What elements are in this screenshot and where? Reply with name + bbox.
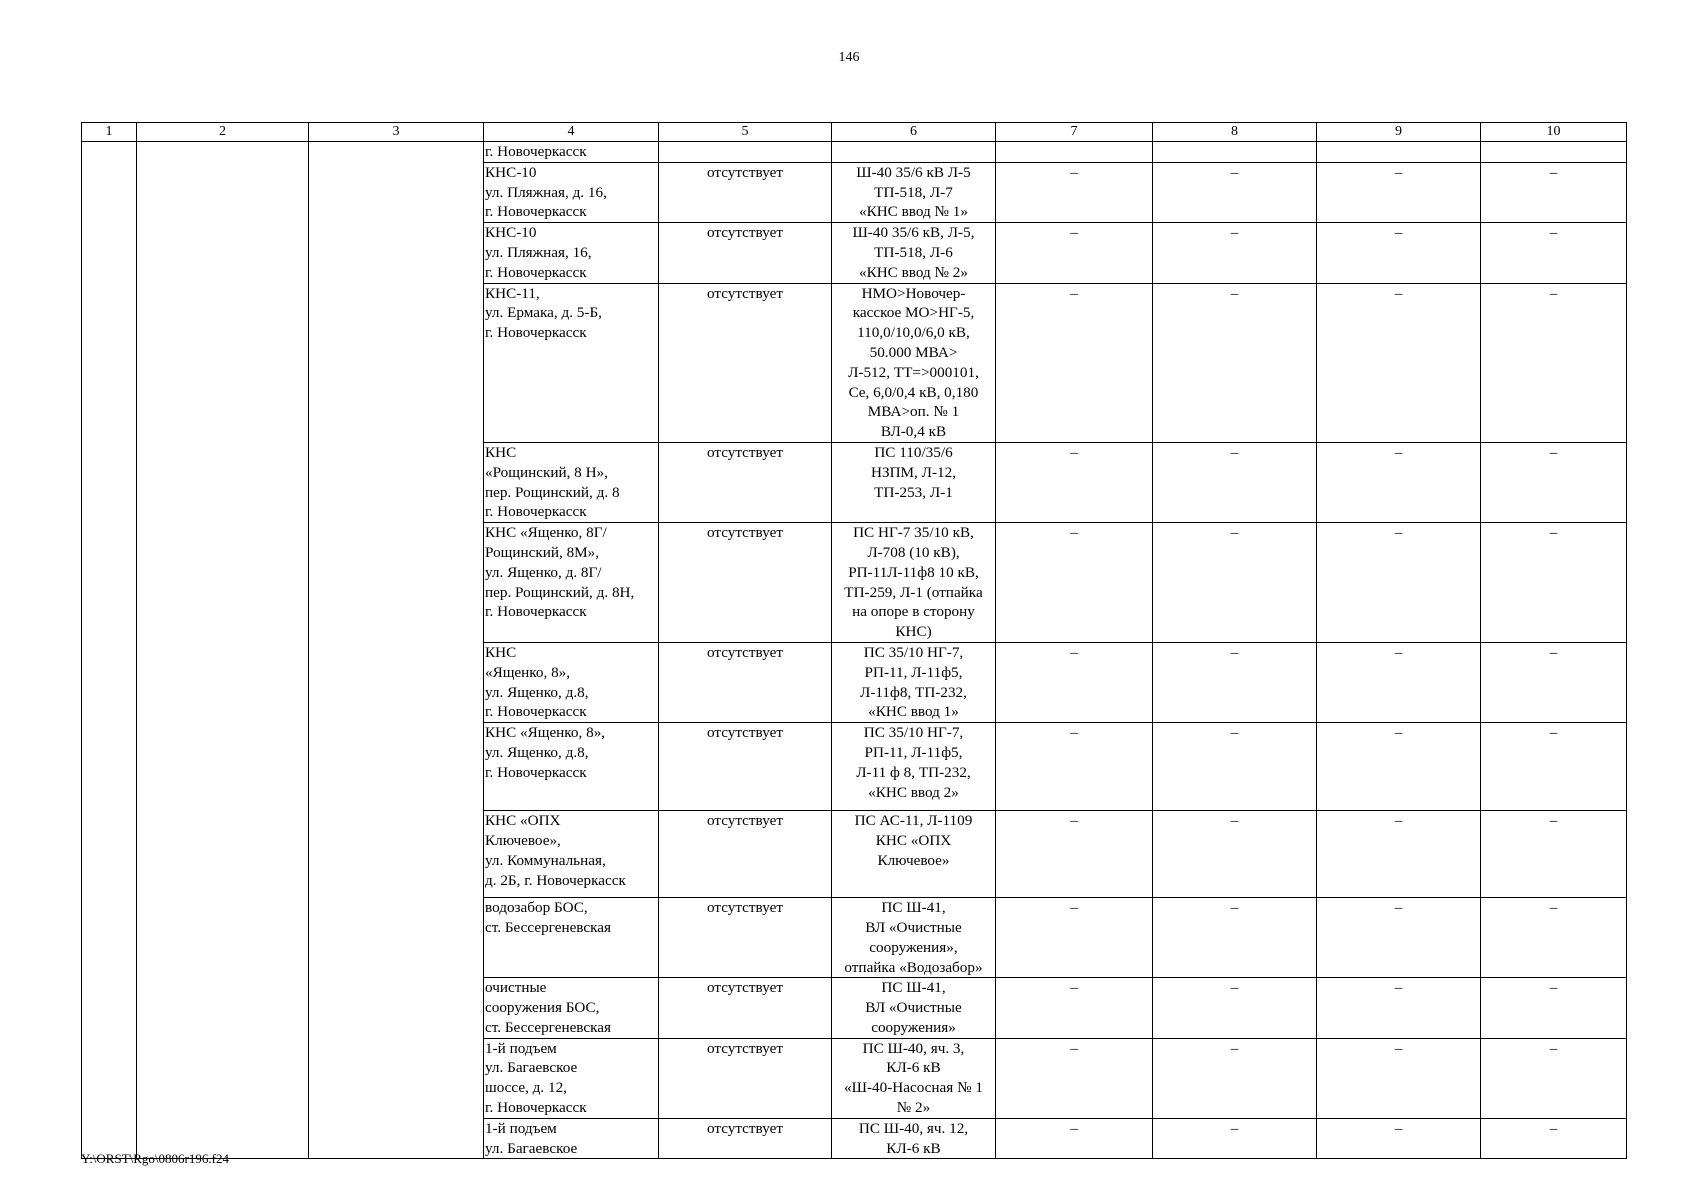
cell-supply: НМО>Новочер- касское МО>НГ-5, 110,0/10,0/6,0 кВ, 50.000 МВА> Л-512, ТТ=>000101, Ce, 6,0/0,4 кВ, 0,180 МВА>оп. № 1 ВЛ-0,4 кВ: [832, 283, 996, 442]
cell-col7: –: [996, 223, 1153, 283]
cell-object: КНС «Ященко, 8», ул. Ященко, д.8, г. Новочеркасск: [484, 642, 659, 722]
cell-col8: –: [1153, 523, 1317, 643]
cell-status: отсутствует: [659, 223, 832, 283]
cell-col7: –: [996, 898, 1153, 978]
cell-col8: –: [1153, 811, 1317, 898]
cell-col10: –: [1481, 523, 1627, 643]
cell-col10: –: [1481, 442, 1627, 522]
cell-col9: –: [1317, 442, 1481, 522]
cell-object: КНС-11, ул. Ермака, д. 5-Б, г. Новочеркасск: [484, 283, 659, 442]
cell-status: отсутствует: [659, 523, 832, 643]
cell-col9: –: [1317, 642, 1481, 722]
cell-col8: –: [1153, 898, 1317, 978]
cell-col9: –: [1317, 162, 1481, 222]
cell-col9: –: [1317, 1118, 1481, 1159]
cell-col7: –: [996, 1038, 1153, 1118]
cell-col10: –: [1481, 978, 1627, 1038]
cell-status: [659, 142, 832, 163]
cell-col9: –: [1317, 283, 1481, 442]
cell-col10: –: [1481, 723, 1627, 811]
cell-col7: –: [996, 283, 1153, 442]
cell-col7: –: [996, 642, 1153, 722]
cell-col7: [996, 142, 1153, 163]
file-path-footer: Y:\ORST\Rgo\0806r196.f24: [81, 1151, 229, 1166]
column-header: 5: [659, 123, 832, 142]
column-header: 4: [484, 123, 659, 142]
cell-col9: –: [1317, 723, 1481, 811]
cell-col9: –: [1317, 811, 1481, 898]
header-row: [82, 123, 1627, 142]
cell-object: КНС-10 ул. Пляжная, д. 16, г. Новочеркасск: [484, 162, 659, 222]
table-row: [82, 142, 1627, 163]
cell-status: отсутствует: [659, 723, 832, 811]
cell-col8: –: [1153, 442, 1317, 522]
cell-object: КНС «Ященко, 8Г/ Рощинский, 8М», ул. Ященко, д. 8Г/ пер. Рощинский, д. 8Н, г. Новочеркасск: [484, 523, 659, 643]
cell-col9: –: [1317, 1038, 1481, 1118]
cell-col7: –: [996, 162, 1153, 222]
column-header: 2: [137, 123, 309, 142]
column-header: 10: [1481, 123, 1627, 142]
cell-col7: –: [996, 723, 1153, 811]
cell-supply: ПС 110/35/6 НЗПМ, Л-12, ТП-253, Л-1: [832, 442, 996, 522]
cell-col8: –: [1153, 1038, 1317, 1118]
cell-col7: –: [996, 523, 1153, 643]
cell-col8: –: [1153, 223, 1317, 283]
cell-col10: –: [1481, 898, 1627, 978]
cell-supply: ПС 35/10 НГ-7, РП-11, Л-11ф5, Л-11ф8, ТП-232, «КНС ввод 1»: [832, 642, 996, 722]
cell-supply: ПС Ш-40, яч. 3, КЛ-6 кВ «Ш-40-Насосная № 1 № 2»: [832, 1038, 996, 1118]
cell-col9: –: [1317, 978, 1481, 1038]
cell-col3: [309, 142, 484, 1159]
cell-status: отсутствует: [659, 442, 832, 522]
cell-supply: [832, 142, 996, 163]
cell-col10: [1481, 142, 1627, 163]
cell-supply: ПС 35/10 НГ-7, РП-11, Л-11ф5, Л-11 ф 8, ТП-232, «КНС ввод 2»: [832, 723, 996, 811]
cell-supply: ПС Ш-40, яч. 12, КЛ-6 кВ: [832, 1118, 996, 1159]
cell-object: 1-й подъем ул. Багаевское: [484, 1118, 659, 1159]
column-header: 3: [309, 123, 484, 142]
cell-col7: –: [996, 811, 1153, 898]
cell-object: КНС «Ященко, 8», ул. Ященко, д.8, г. Новочеркасск: [484, 723, 659, 811]
cell-object: КНС «ОПХ Ключевое», ул. Коммунальная, д. 2Б, г. Новочеркасск: [484, 811, 659, 898]
cell-col8: –: [1153, 162, 1317, 222]
cell-status: отсутствует: [659, 1118, 832, 1159]
column-header: 6: [832, 123, 996, 142]
cell-supply: Ш-40 35/6 кВ, Л-5, ТП-518, Л-6 «КНС ввод № 2»: [832, 223, 996, 283]
cell-status: отсутствует: [659, 162, 832, 222]
cell-col8: –: [1153, 723, 1317, 811]
cell-col7: –: [996, 978, 1153, 1038]
column-header: 9: [1317, 123, 1481, 142]
column-header: 1: [82, 123, 137, 142]
cell-col10: –: [1481, 1118, 1627, 1159]
cell-object: 1-й подъем ул. Багаевское шоссе, д. 12, г. Новочеркасск: [484, 1038, 659, 1118]
cell-col10: –: [1481, 642, 1627, 722]
cell-status: отсутствует: [659, 898, 832, 978]
cell-col10: –: [1481, 811, 1627, 898]
cell-supply: ПС Ш-41, ВЛ «Очистные сооружения», отпайка «Водозабор»: [832, 898, 996, 978]
cell-object: г. Новочеркасск: [484, 142, 659, 163]
cell-status: отсутствует: [659, 283, 832, 442]
cell-supply: ПС АС-11, Л-1109 КНС «ОПХ Ключевое»: [832, 811, 996, 898]
cell-col10: –: [1481, 223, 1627, 283]
cell-supply: ПС НГ-7 35/10 кВ, Л-708 (10 кВ), РП-11Л-11ф8 10 кВ, ТП-259, Л-1 (отпайка на опоре в сторону КНС): [832, 523, 996, 643]
data-table: [81, 122, 1627, 1159]
cell-col8: [1153, 142, 1317, 163]
cell-supply: ПС Ш-41, ВЛ «Очистные сооружения»: [832, 978, 996, 1038]
cell-col7: –: [996, 1118, 1153, 1159]
cell-col1: [82, 142, 137, 1159]
cell-col9: [1317, 142, 1481, 163]
cell-col8: –: [1153, 1118, 1317, 1159]
cell-col8: –: [1153, 642, 1317, 722]
cell-status: отсутствует: [659, 642, 832, 722]
cell-col10: –: [1481, 283, 1627, 442]
cell-col8: –: [1153, 978, 1317, 1038]
page-number: 146: [838, 50, 860, 65]
cell-col9: –: [1317, 523, 1481, 643]
cell-col9: –: [1317, 898, 1481, 978]
cell-status: отсутствует: [659, 978, 832, 1038]
column-header: 8: [1153, 123, 1317, 142]
cell-col10: –: [1481, 1038, 1627, 1118]
cell-object: КНС-10 ул. Пляжная, 16, г. Новочеркасск: [484, 223, 659, 283]
cell-object: водозабор БОС, ст. Бессергеневская: [484, 898, 659, 978]
cell-status: отсутствует: [659, 811, 832, 898]
cell-object: КНС «Рощинский, 8 Н», пер. Рощинский, д. 8 г. Новочеркасск: [484, 442, 659, 522]
cell-col9: –: [1317, 223, 1481, 283]
cell-object: очистные сооружения БОС, ст. Бессергеневская: [484, 978, 659, 1038]
cell-col2: [137, 142, 309, 1159]
column-header: 7: [996, 123, 1153, 142]
cell-col7: –: [996, 442, 1153, 522]
cell-supply: Ш-40 35/6 кВ Л-5 ТП-518, Л-7 «КНС ввод № 1»: [832, 162, 996, 222]
cell-col8: –: [1153, 283, 1317, 442]
cell-col10: –: [1481, 162, 1627, 222]
cell-status: отсутствует: [659, 1038, 832, 1118]
